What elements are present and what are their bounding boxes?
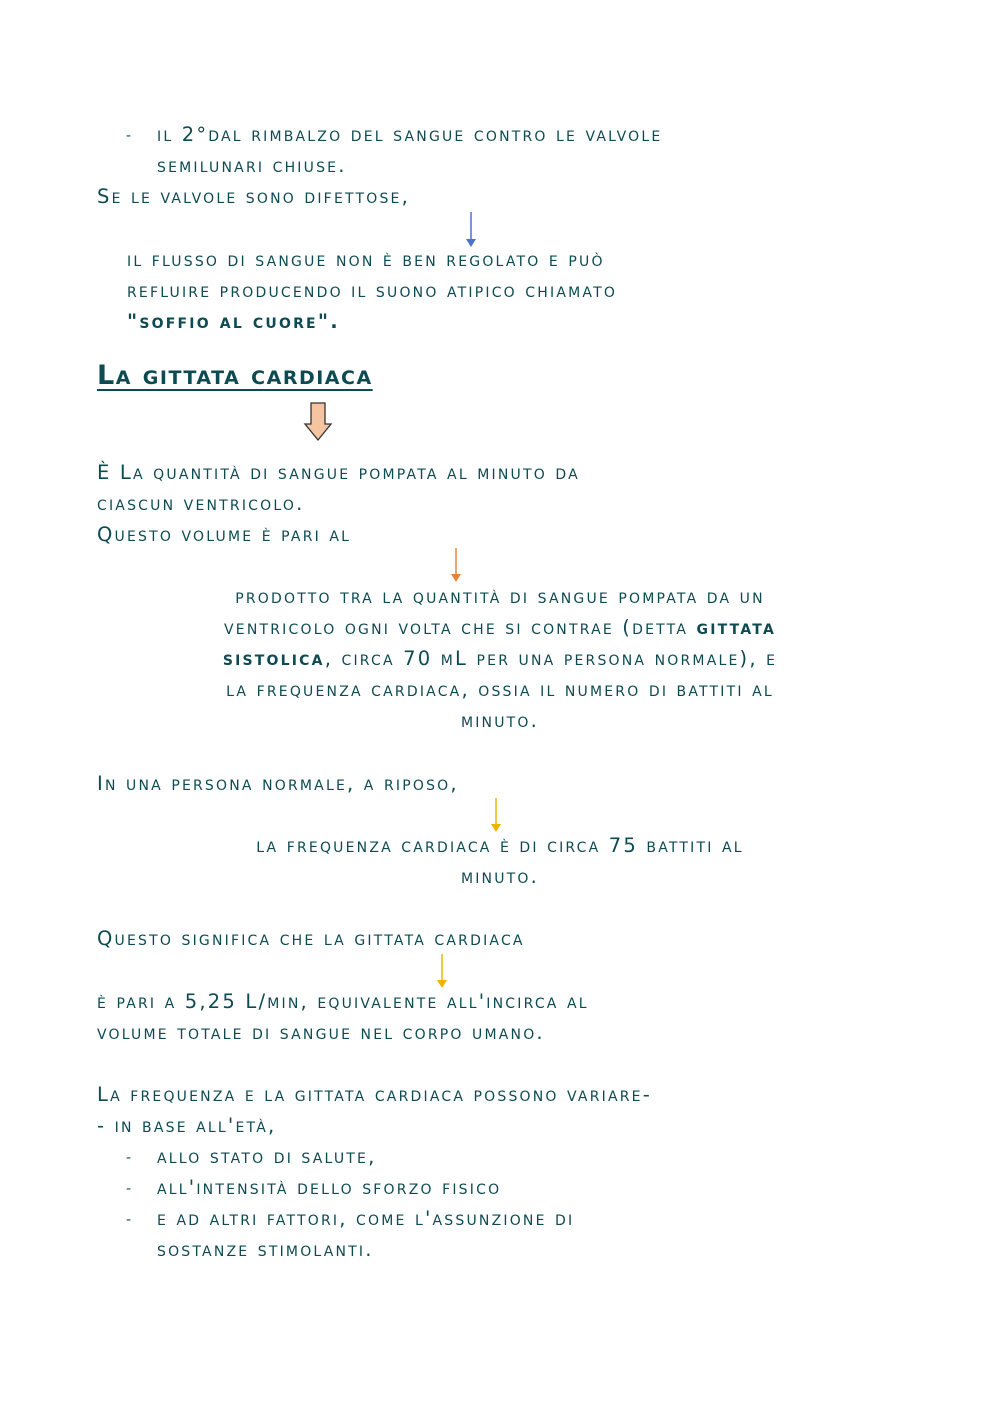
text-line: il flusso di sangue non è ben regolato e può <box>127 248 605 271</box>
list-item-continuation: sostanze stimolanti. <box>157 1238 374 1261</box>
text-line: Se le valvole sono difettose, <box>97 185 410 208</box>
text-line: il 2°dal rimbalzo del sangue contro le valvole <box>157 123 663 146</box>
list-item: e ad altri fattori, come l'assunzione di <box>157 1207 575 1230</box>
text-line: prodotto tra la quantità di sangue pompata da un <box>235 585 765 608</box>
text-line: - in base all'età, <box>97 1114 277 1137</box>
key-term: soffio al cuore <box>139 310 318 333</box>
list-dash: - <box>126 1181 132 1197</box>
text-span: ventricolo ogni volta che si contrae (detta <box>224 616 697 639</box>
text-line: In una persona normale, a riposo, <box>97 772 459 795</box>
text-line: Questo significa che la gittata cardiaca <box>97 927 525 950</box>
list-item: allo stato di salute, <box>157 1145 377 1168</box>
text-line: ciascun ventricolo. <box>97 492 305 515</box>
text-line <box>0 612 1000 643</box>
list-item: all'intensità dello sforzo fisico <box>157 1176 502 1199</box>
text-line: semilunari chiuse. <box>157 154 347 177</box>
text-line: Questo volume è pari al <box>97 523 352 546</box>
text-line: refluire producendo il suono atipico chiamato <box>127 279 618 302</box>
text-line: minuto. <box>460 709 540 732</box>
text-line <box>127 306 340 337</box>
section-title: La gittata cardiaca <box>97 360 373 391</box>
text-line <box>0 643 1000 674</box>
block-arrow-down-icon <box>304 402 332 442</box>
text-line: È La quantità di sangue pompata al minuto da <box>97 461 580 484</box>
text-line: La frequenza e la gittata cardiaca possono variare- <box>97 1083 652 1106</box>
quote-mark: " <box>127 310 140 333</box>
text-line: la frequenza cardiaca è di circa 75 battiti al <box>256 834 744 857</box>
text-line: minuto. <box>460 865 540 888</box>
text-line: volume totale di sangue nel corpo umano. <box>97 1021 545 1044</box>
key-term: sistolica <box>222 647 325 670</box>
list-dash: - <box>126 1150 132 1166</box>
key-term: gittata <box>696 616 776 639</box>
text-span: , circa 70 mL per una persona normale), e <box>324 647 778 670</box>
text-line: è pari a 5,25 L/min, equivalente all'incirca al <box>97 990 589 1013</box>
quote-close: ". <box>317 310 340 333</box>
arrow-down-icon <box>448 547 464 585</box>
list-dash: - <box>126 1212 132 1228</box>
text-line: la frequenza cardiaca, ossia il numero di battiti al <box>226 678 774 701</box>
list-dash: - <box>126 128 132 144</box>
